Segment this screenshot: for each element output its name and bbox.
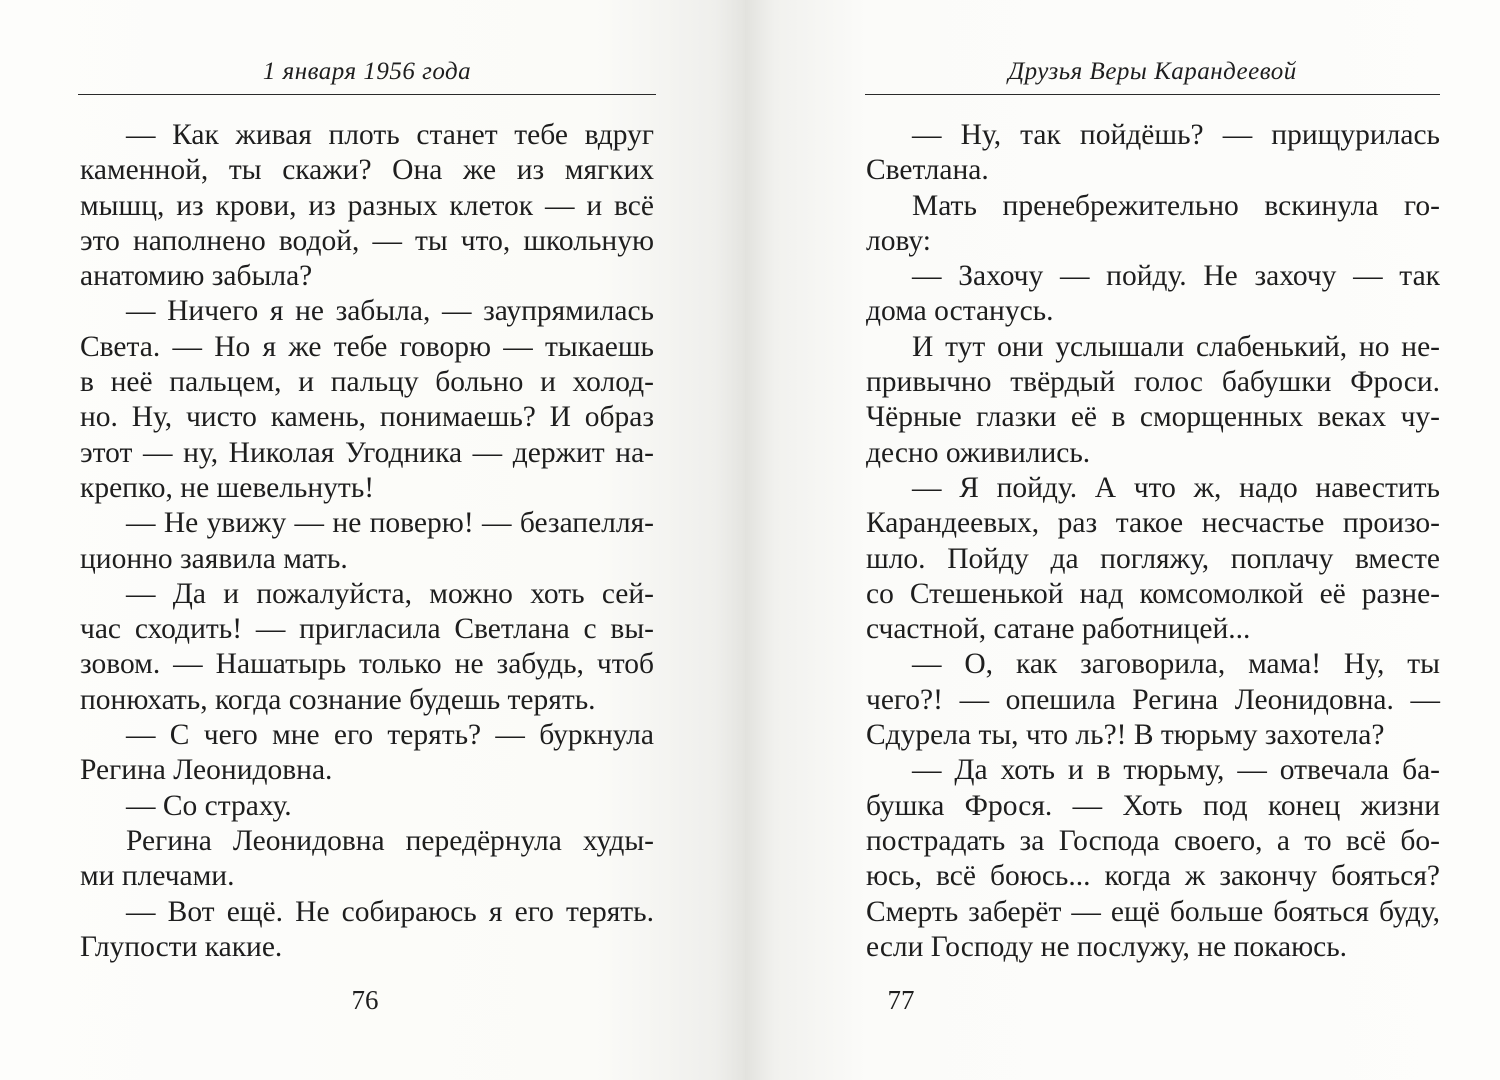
text-line: но. Ну, чисто камень, понимаешь? И образ	[80, 401, 654, 434]
text-line: бушка Фрося. — Хоть под конец жизни	[866, 789, 1440, 822]
text-line: Регина Леонидовна.	[80, 754, 333, 787]
text-line: мышц, из крови, из разных клеток — и всё	[80, 189, 654, 222]
text-line: это наполнено водой, — ты что, школьную	[80, 224, 654, 257]
text-line: — Ничего я не забыла, — заупрямилась	[126, 295, 654, 328]
text-line: — Ну, так пойдёшь? — прищурилась	[912, 119, 1440, 151]
text-line: понюхать, когда сознание будешь терять.	[80, 683, 596, 716]
left-page-number: 76	[351, 985, 379, 1015]
left-header-rule	[78, 94, 656, 95]
text-line: Карандеевых, раз такое несчастье произо-	[866, 507, 1440, 540]
text-line: час сходить! — пригласила Светлана с вы-	[80, 613, 654, 646]
text-line: анатомию забыла?	[80, 260, 313, 293]
right-running-head: Друзья Веры Карандеевой	[1008, 58, 1297, 85]
text-line: Света. — Но я же тебе говорю — тыкаешь	[80, 330, 654, 363]
text-line: лову:	[866, 224, 931, 257]
text-line: каменной, ты скажи? Она же из мягких	[80, 154, 654, 187]
left-page	[0, 0, 745, 1080]
text-line: Регина Леонидовна передёрнула худы-	[126, 824, 654, 857]
text-line: ми плечами.	[80, 860, 235, 893]
right-page-number: 77	[887, 985, 915, 1015]
text-line: — Как живая плоть станет тебе вдруг	[126, 119, 654, 151]
text-line: десно оживились.	[866, 436, 1091, 469]
text-line: — Вот ещё. Не собираюсь я его терять.	[126, 895, 654, 928]
text-line: в неё пальцем, и пальцу больно и холод-	[80, 366, 654, 399]
right-page	[745, 0, 1500, 1080]
text-line: если Господу не послужу, не покаюсь.	[866, 930, 1348, 963]
text-line: дома останусь.	[866, 295, 1054, 328]
text-line: зовом. — Нашатырь только не забудь, чтоб	[80, 648, 654, 681]
left-running-head: 1 января 1956 года	[262, 58, 472, 85]
text-line: Сдурела ты, что ль?! В тюрьму захотела?	[866, 719, 1385, 752]
text-line: — Да и пожалуйста, можно хоть сей-	[126, 577, 654, 610]
text-line: шло. Пойду да погляжу, поплачу вместе	[866, 542, 1440, 575]
text-line: Мать пренебрежительно вскинула го-	[912, 189, 1440, 222]
text-line: ционно заявила мать.	[80, 542, 348, 575]
text-line: — Не увижу — не поверю! — безапелля-	[126, 507, 654, 540]
text-line: пострадать за Господа своего, а то всё бо-	[866, 824, 1440, 857]
text-line: — О, как заговорила, мама! Ну, ты	[912, 648, 1440, 681]
text-line: Чёрные глазки её в сморщенных веках чу-	[866, 401, 1440, 434]
text-line: со Стешенькой над комсомолкой её разне-	[866, 577, 1440, 610]
left-body-text	[80, 118, 654, 965]
text-line: счастной, сатане работницей...	[866, 613, 1251, 646]
text-line: — Захочу — пойду. Не захочу — так	[912, 260, 1440, 293]
text-line: И тут они услышали слабенький, но не-	[912, 330, 1440, 363]
text-line: — Я пойду. А что ж, надо навестить	[912, 471, 1440, 504]
text-line: юсь, всё боюсь... когда ж закончу бояться?	[866, 860, 1440, 893]
right-header-rule	[865, 94, 1440, 95]
text-line: Смерть заберёт — ещё больше бояться буду,	[866, 895, 1440, 928]
text-line: — Со страху.	[126, 789, 292, 822]
text-line: — Да хоть и в тюрьму, — отвечала ба-	[912, 754, 1440, 787]
text-line: привычно твёрдый голос бабушки Фроси.	[866, 366, 1440, 399]
text-line: Глупости какие.	[80, 930, 283, 963]
text-line: этот — ну, Николая Угодника — держит на-	[80, 436, 654, 469]
text-line: Светлана.	[866, 154, 989, 187]
text-line: чего?! — опешила Регина Леонидовна. —	[866, 683, 1440, 716]
text-line: крепко, не шевельнуть!	[80, 471, 375, 504]
text-line: — С чего мне его терять? — буркнула	[126, 719, 654, 752]
right-body-text	[866, 118, 1440, 965]
